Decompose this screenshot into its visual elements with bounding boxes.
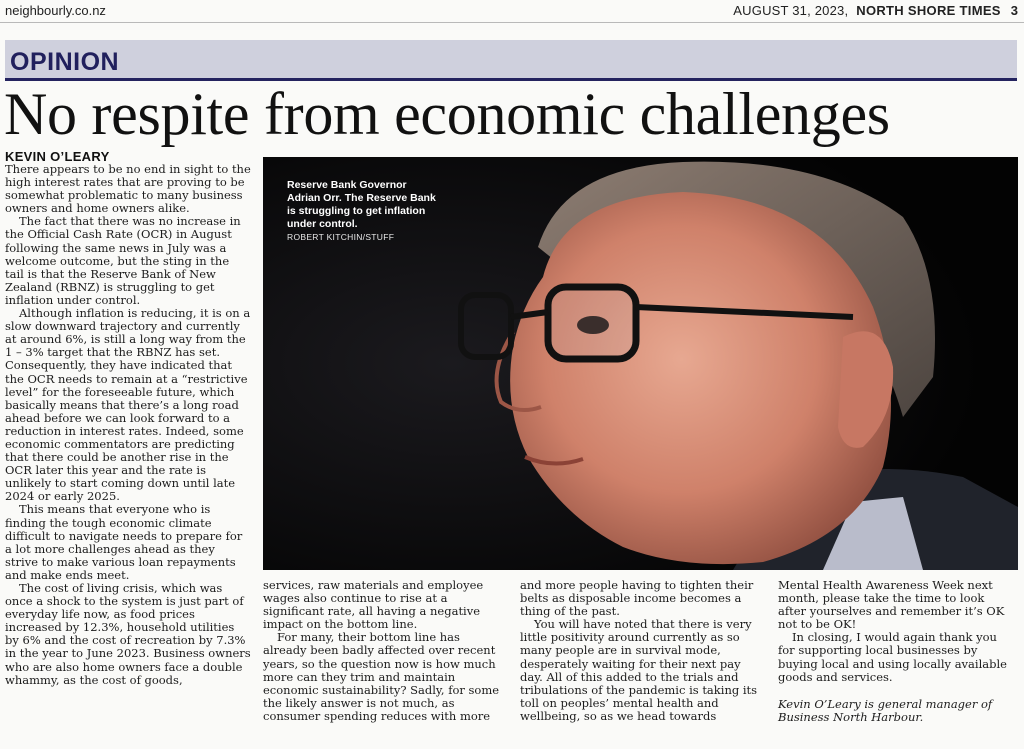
section-band	[5, 40, 1017, 81]
paragraph: For many, their bottom line has already been badly affected over recent years, so the question now is how much more can they trim and maintain economic sustainability? Sadly, for some the likely answer is not much, as consumer spending reduces with more	[263, 630, 500, 723]
site-url[interactable]: neighbourly.co.nz	[5, 3, 106, 18]
paragraph: services, raw materials and employee wages also continue to rise at a significant rate, all having a negative impact on the bottom line.	[263, 578, 484, 632]
paragraph: and more people having to tighten their belts as disposable income becomes a thing of the past.	[520, 578, 754, 619]
photo-credit: ROBERT KITCHIN/STUFF	[287, 232, 395, 242]
paragraph: The cost of living crisis, which was once a shock to the system is just part of everyday life now, as food prices increased by 12.3%, household utilities by 6% and the cost of recreation by 7.3% in the year to June 2023. Business owners who are also home owners face a double whammy, as the cost of goods,	[5, 581, 251, 687]
article-column-4	[778, 579, 1016, 724]
headline: No respite from economic challenges	[4, 81, 890, 147]
page-number: 3	[1010, 3, 1018, 18]
publication-date: AUGUST 31, 2023,	[733, 3, 849, 18]
paragraph: In closing, I would again thank you for supporting local businesses by buying local and using locally available goods and services.	[778, 630, 1007, 684]
header-right	[733, 3, 1018, 18]
article-column-2	[263, 579, 507, 723]
paragraph: This means that everyone who is finding the tough economic climate difficult to navigate needs to prepare for a lot more challenges ahead as they strive to make various loan repayments and make ends meet.	[5, 502, 243, 582]
section-label: OPINION	[10, 48, 120, 76]
paragraph: You will have noted that there is very little positivity around currently as so many people are in survival mode, desperately waiting for their next pay day. All of this added to the trials and tribulations of the pandemic is taking its toll on peoples’ mental health and wellbeing, so as we head towards	[520, 617, 758, 723]
paragraph: The fact that there was no increase in the Official Cash Rate (OCR) in August following the same news in July was a welcome outcome, but the sting in the tail is that the Reserve Bank of New Zealand (RBNZ) is struggling to get inflation under control.	[5, 214, 241, 307]
author-bio: Kevin O’Leary is general manager of Business North Harbour.	[778, 696, 993, 724]
article-column-3	[520, 579, 765, 723]
page-header	[0, 0, 1024, 23]
publication-name: NORTH SHORE TIMES	[856, 3, 1001, 18]
paragraph: There appears to be no end in sight to the high interest rates that are proving to be somewhat problematic to many business owners and home owners alike.	[5, 162, 251, 216]
byline: KEVIN O’LEARY	[5, 149, 110, 164]
paragraph: Although inflation is reducing, it is on a slow downward trajectory and currently at around 6%, is still a long way from the 1 – 3% target that the RBNZ has set. Consequently, they have indicated that the OCR needs to remain at a “restrictive level” for the foreseeable future, which basically means that there’s a long road ahead before we can look forward to a reduction in interest rates. Indeed, some economic commentators are predicting that there could be another rise in the OCR later this year and the rate is unlikely to start coming down until late 2024 or early 2025.	[5, 306, 251, 504]
paragraph: Mental Health Awareness Week next month, please take the time to look after yourselves and remember it’s OK not to be OK!	[778, 578, 1005, 632]
photo-caption	[287, 179, 437, 242]
article-column-1	[5, 163, 251, 687]
caption-text: Reserve Bank Governor Adrian Orr. The Reserve Bank is struggling to get inflation under control.	[287, 179, 436, 230]
